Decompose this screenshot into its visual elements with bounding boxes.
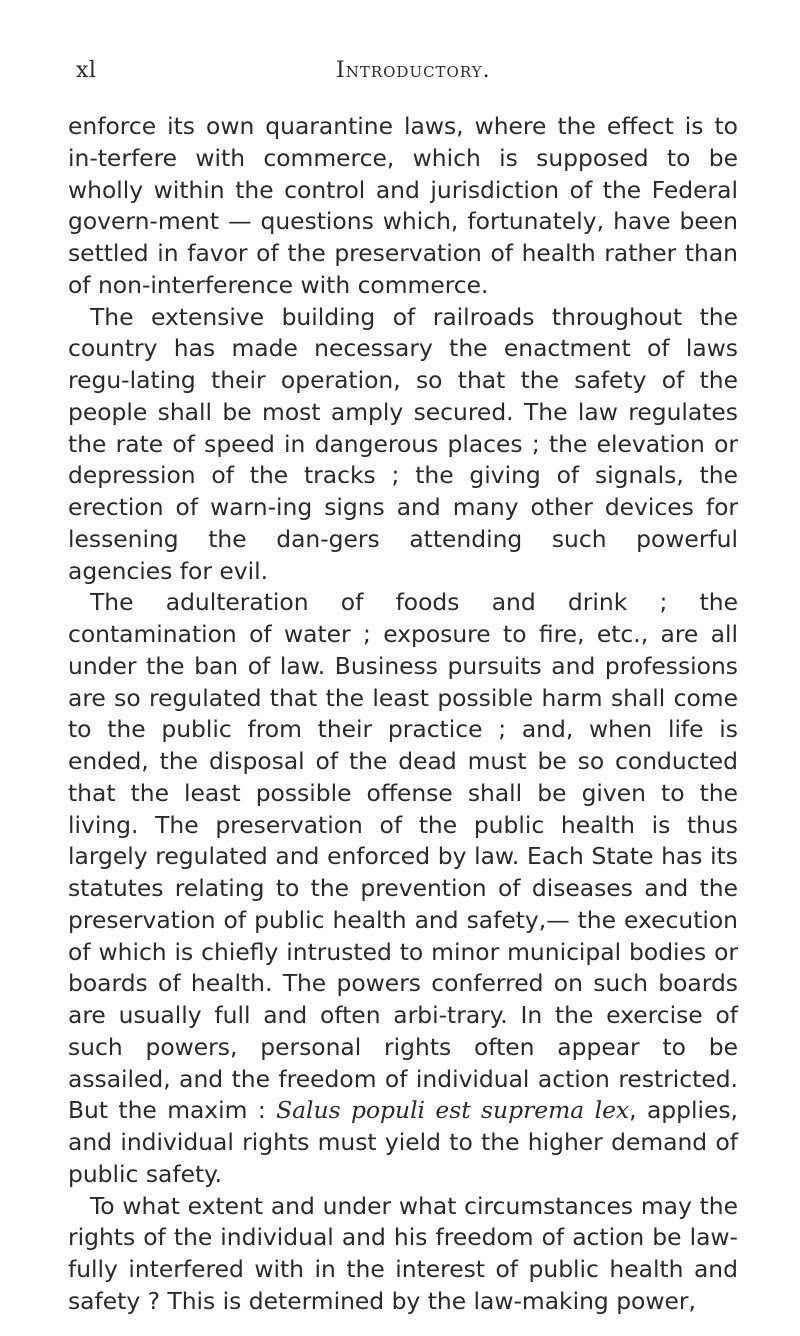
latin-maxim: Salus populi est suprema lex [276,1096,630,1125]
paragraph-adulteration [68,587,738,1190]
running-title: Introductory. [336,58,491,83]
running-head [0,58,800,92]
body-text [68,111,738,1318]
paragraph-text: The adulteration of foods and drink ; the contamination of water ; exposure to fire, etc., are all under the ban of law. Business pursuits and professions are so regulated that the least possible harm shall come to the public from their practice ; and, when life is ended, the disposal of the dead must be so conducted that the least possible offense shall be given to the living. The preservation of the public health is thus largely regulated and enforced by law. Each State has its statutes relating to the prevention of diseases and the preservation of public health and safety,— the execution of which is chiefly intrusted to minor municipal bodies or boards of health. The powers conferred on such boards are usually full and often arbi-trary. In the exercise of such powers, personal rights often appear to be assailed, and the freedom of individual action restricted. But the maxim : [68,588,738,1125]
paragraph-railroads: The extensive building of railroads throughout the country has made necessary the enactment of laws regu-lating their operation, so that the safety of the people shall be most amply secured. The law regulates the rate of speed in dangerous places ; the elevation or depression of the tracks ; the giving of signals, the erection of warn-ing signs and many other devices for lessening the dan-gers attending such powerful agencies for evil. [68,302,738,585]
paragraph-text: , applies, and individual rights must yield to the higher demand of public safety. [68,1096,738,1188]
paragraph-continued: enforce its own quarantine laws, where the effect is to in-terfere with commerce, which is supposed to be wholly within the control and jurisdiction of the Federal govern-ment — questions which, fortunately, have been settled in favor of the preservation of health rather than of non-interference with commerce. [68,112,738,299]
page-number: xl [76,58,97,83]
paragraph-individual-rights: To what extent and under what circumstances may the rights of the individual and his freedom of action be law-fully interfered with in the interest of public health and safety ? This is determined by the law-making power, [68,1191,738,1315]
